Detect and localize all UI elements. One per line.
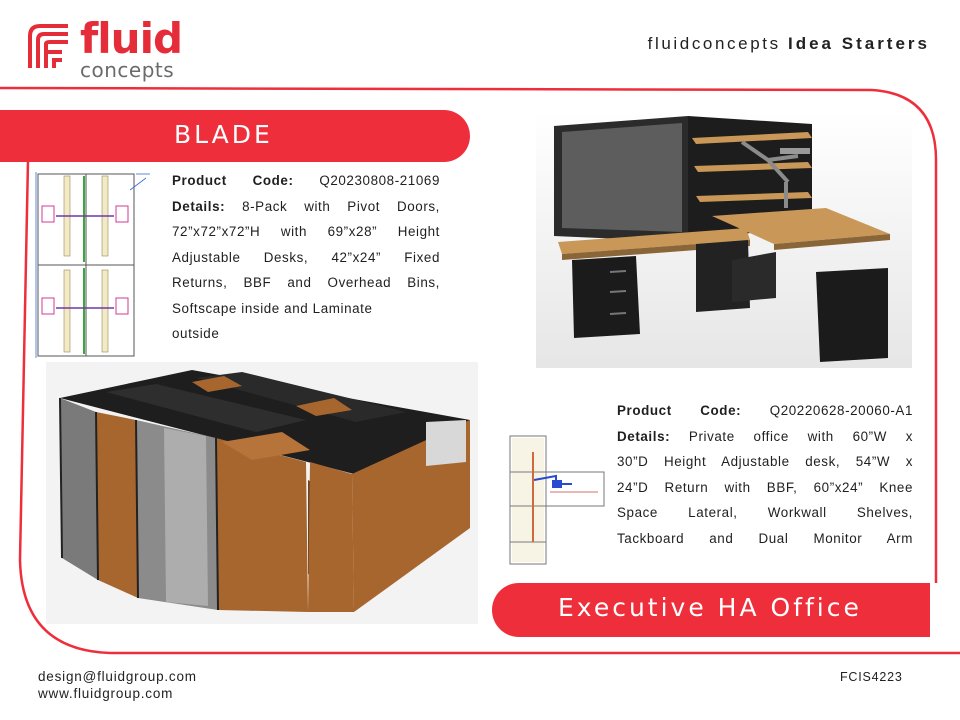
blade-workstation-render [46,362,478,624]
blade-description [172,168,440,347]
footer-email[interactable]: design@fluidgroup.com [38,669,197,684]
blade-detail-line: Softscape inside and Laminate [172,300,373,316]
exec-detail-line: Space Lateral, Workwall Shelves, [617,505,913,520]
header-title [648,34,930,54]
executive-office-render [536,112,912,368]
header-bold: Idea Starters [788,34,930,53]
exec-details-label: Details: [617,428,671,444]
exec-detail-line: Tackboard and Dual Monitor Arm [617,530,913,546]
logo-word-concepts: concepts [80,58,175,82]
blade-banner [0,110,470,162]
fluid-logo-mark-icon [24,22,72,72]
blade-code: Q20230808-21069 [319,173,441,188]
exec-detail-line: Private office with 60”W x [688,428,914,444]
exec-code: Q20220628-20060-A1 [769,403,914,418]
blade-detail-line: 8-Pack with Pivot Doors, [242,198,440,214]
footer-website[interactable]: www.fluidgroup.com [38,686,174,701]
blade-floor-plan-drawing [34,170,154,360]
footer-contact [38,668,197,702]
executive-floor-plan-drawing [506,432,610,568]
blade-detail-line: 72”x72”x72”H with 69”x28” Height [172,224,440,239]
blade-detail-line: outside [172,326,220,341]
blade-title: BLADE [174,120,273,149]
exec-detail-line: 24”D Return with BBF, 60”x24” Knee [617,479,913,495]
logo-word-fluid: fluid [80,14,183,63]
blade-details-label: Details: [172,198,226,214]
fluid-concepts-logo [22,14,192,82]
exec-code-label: Product Code: [617,403,742,418]
blade-detail-line: Adjustable Desks, 42”x24” Fixed [172,249,440,265]
footer-doc-code: FCIS4223 [840,670,903,684]
blade-code-label: Product Code: [172,173,294,188]
exec-detail-line: 30”D Height Adjustable desk, 54”W x [617,454,913,469]
blade-detail-line: Returns, BBF and Overhead Bins, [172,275,440,290]
executive-banner [492,583,930,637]
header-prefix: fluidconcepts [647,34,781,53]
executive-title: Executive HA Office [558,593,862,622]
executive-description [617,398,913,551]
